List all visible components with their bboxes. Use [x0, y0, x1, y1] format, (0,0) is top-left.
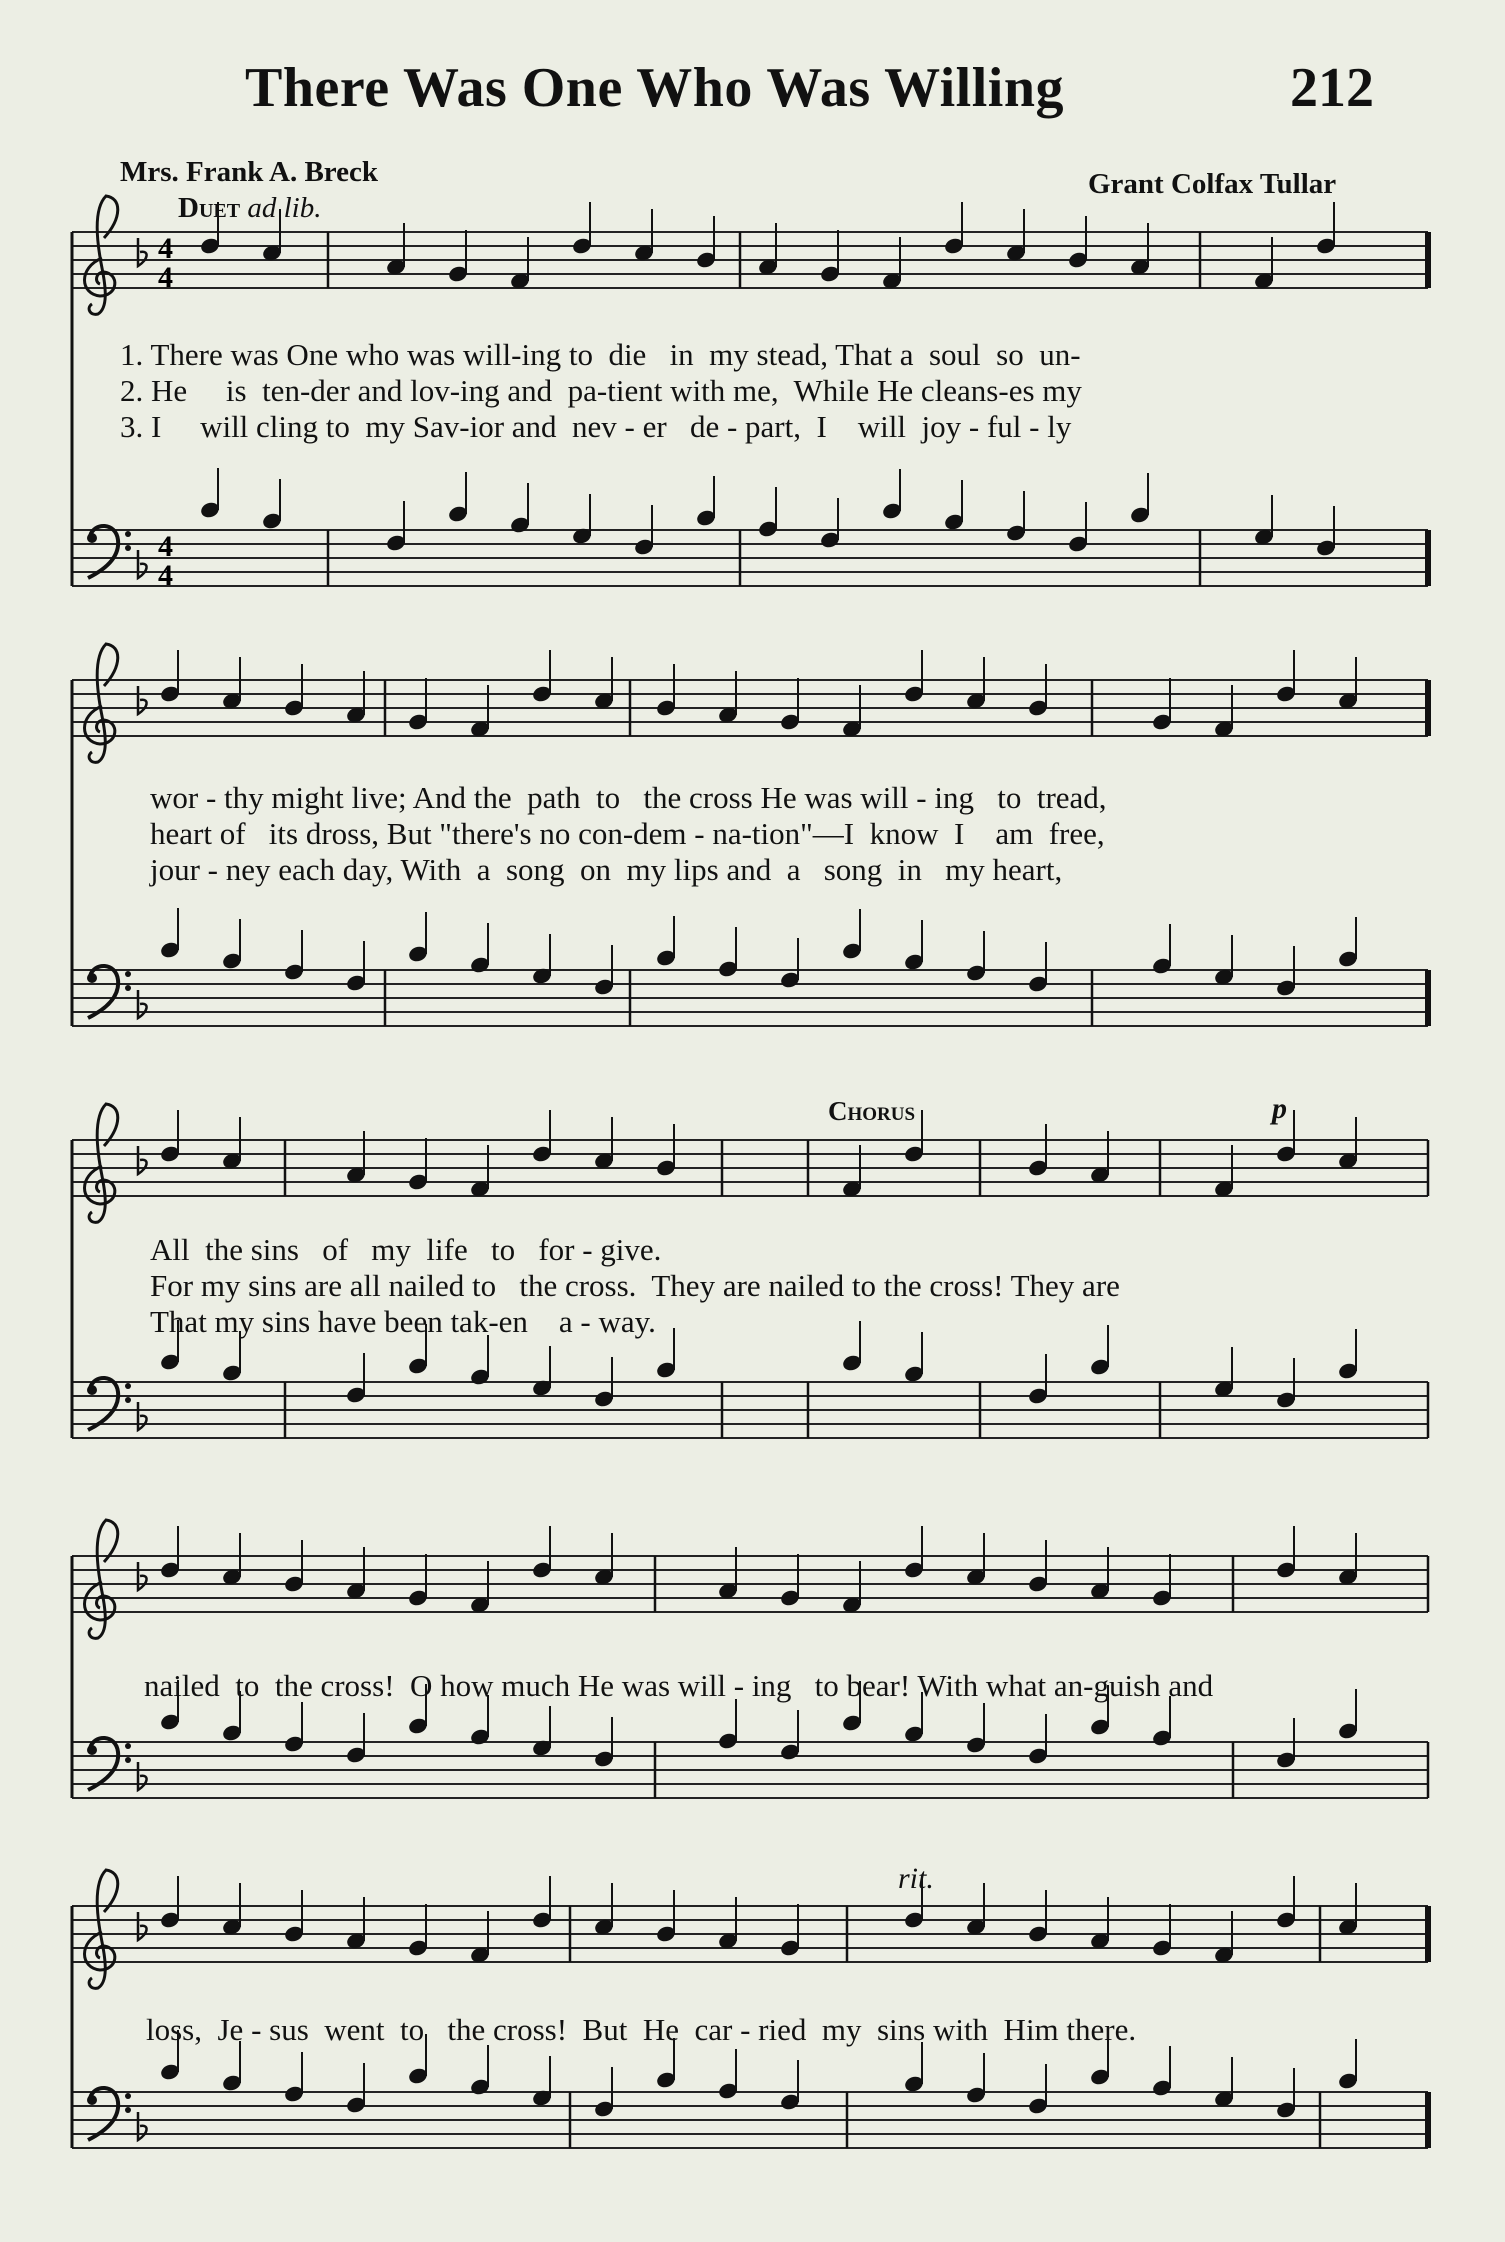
dynamic-marking: p — [1272, 1092, 1287, 1125]
lyric-line-3-verse-3: That my sins have been tak-en a - way. — [150, 1304, 656, 1339]
hymn-title: There Was One Who Was Willing — [245, 57, 1064, 119]
staff-3-treble — [72, 1104, 1428, 1222]
lyric-line-1-verse-2: 2. He is ten-der and lov-ing and pa-tient with me, While He cleans-es my — [120, 373, 1082, 408]
lyricist-credit: Mrs. Frank A. Breck — [120, 156, 379, 188]
ritardando-marking: rit. — [898, 1862, 934, 1895]
composer-credit: Grant Colfax Tullar — [1088, 168, 1337, 200]
lyric-line-1-verse-1: 1. There was One who was will-ing to die in my stead, That a soul so un- — [120, 337, 1081, 372]
ad-lib-label: ad lib. — [247, 192, 322, 224]
staff-2-treble — [72, 644, 1428, 762]
lyric-line-1-verse-3: 3. I will cling to my Sav-ior and nev - er de - part, I will joy - ful - ly — [120, 409, 1072, 444]
staff-4-treble — [72, 1520, 1428, 1638]
lyric-line-2-verse-2: heart of its dross, But "there's no con-dem - na-tion"—I know I am free, — [150, 816, 1105, 851]
svg-text:4: 4 — [158, 261, 173, 294]
staff-1-bass — [72, 526, 1428, 592]
lyric-line-5: loss, Je - sus went to the cross! But He car - ried my sins with Him there. — [146, 2012, 1137, 2047]
svg-text:4: 4 — [158, 559, 173, 592]
svg-text:4: 4 — [158, 232, 173, 265]
lyric-line-2-verse-3: jour - ney each day, With a song on my lips and a song in my heart, — [150, 852, 1063, 887]
svg-text:4: 4 — [158, 530, 173, 563]
chorus-label: Chorus — [828, 1096, 916, 1126]
staff-5-treble — [72, 1870, 1428, 1988]
hymn-number: 212 — [1290, 57, 1374, 119]
lyric-line-3-verse-1: All the sins of my life to for - give. — [150, 1232, 662, 1267]
duet-label: Duet — [178, 192, 241, 224]
lyric-line-4: nailed to the cross! O how much He was will - ing to bear! With what an-guish and — [144, 1668, 1214, 1703]
staff-4-bass — [72, 1738, 1428, 1798]
lyric-line-2-verse-1: wor - thy might live; And the path to the cross He was will - ing to tread, — [150, 780, 1107, 815]
lyric-line-3-verse-2: For my sins are all nailed to the cross. They are nailed to the cross! They are — [150, 1268, 1120, 1303]
staff-systems — [72, 196, 1428, 2148]
